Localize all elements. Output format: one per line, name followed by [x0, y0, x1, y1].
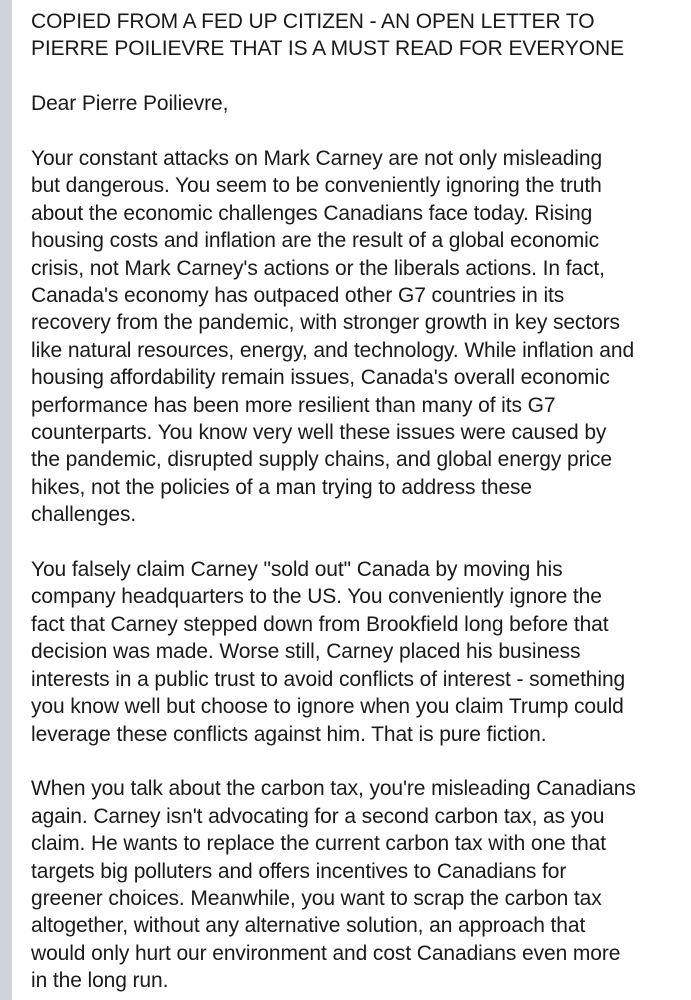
paragraph-line: fact that Carney stepped down from Brookfield long before that [31, 612, 609, 636]
paragraph-line: targets big polluters and offers incentives to Canadians for [31, 859, 567, 883]
paragraph-line: counterparts. You know very well these issues were caused by [31, 421, 607, 445]
salutation [31, 90, 687, 117]
paragraph-line: altogether, without any alternative solution, an approach that [31, 914, 586, 938]
paragraph-line: performance has been more resilient than many of its G7 [31, 393, 556, 417]
title-line: PIERRE POILIEVRE THAT IS A MUST READ FOR EVERYONE [31, 37, 624, 61]
paragraph-line: you know well but choose to ignore when you claim Trump could [31, 695, 624, 719]
paragraph-line: the pandemic, disrupted supply chains, and global energy price [31, 448, 613, 472]
paragraph-line: interests in a public trust to avoid conflicts of interest - something [31, 667, 626, 691]
paragraph-line: claim. He wants to replace the current carbon tax with one that [31, 832, 606, 856]
paragraph-line: recovery from the pandemic, with stronger growth in key sectors [31, 311, 620, 335]
paragraph-line: Your constant attacks on Mark Carney are not only misleading [31, 147, 603, 170]
paragraph-line: in the long run. [31, 969, 169, 993]
paragraph-line: crisis, not Mark Carney's actions or the liberals actions. In fact, [31, 256, 605, 280]
paragraph-line: Canada's economy has outpaced other G7 countries in its [31, 284, 565, 308]
paragraph-line: company headquarters to the US. You conveniently ignore the [31, 585, 602, 609]
letter-body [31, 8, 687, 1000]
paragraph-line: hikes, not the policies of a man trying to address these [31, 475, 533, 499]
paragraph-line: again. Carney isn't advocating for a second carbon tax, as you [31, 804, 605, 828]
paragraph-line: decision was made. Worse still, Carney placed his business [31, 640, 581, 664]
paragraph-line: but dangerous. You seem to be conveniently ignoring the truth [31, 174, 602, 198]
paragraph-line: would only hurt our environment and cost Canadians even more [31, 941, 621, 965]
paragraph-line: greener choices. Meanwhile, you want to scrap the carbon tax [31, 886, 602, 910]
salutation-text: Dear Pierre Poilievre, [31, 92, 229, 116]
paragraph-carbon-tax [31, 775, 687, 994]
paragraph-economy [31, 145, 687, 529]
letter-title [31, 8, 687, 63]
paragraph-line: about the economic challenges Canadians face today. Rising [31, 201, 593, 225]
paragraph-headquarters [31, 556, 687, 748]
paragraph-line: leverage these conflicts against him. That is pure fiction. [31, 722, 547, 746]
paragraph-line: like natural resources, energy, and technology. While inflation and [31, 338, 635, 362]
paragraph-line: When you talk about the carbon tax, you're misleading Canadians [31, 777, 636, 801]
paragraph-line: housing affordability remain issues, Canada's overall economic [31, 366, 610, 390]
paragraph-line: challenges. [31, 503, 137, 527]
title-line: COPIED FROM A FED UP CITIZEN - AN OPEN LETTER TO [31, 10, 595, 33]
paragraph-line: housing costs and inflation are the result of a global economic [31, 229, 600, 253]
quote-left-bar [0, 0, 12, 1000]
paragraph-line: You falsely claim Carney "sold out" Canada by moving his [31, 558, 563, 582]
